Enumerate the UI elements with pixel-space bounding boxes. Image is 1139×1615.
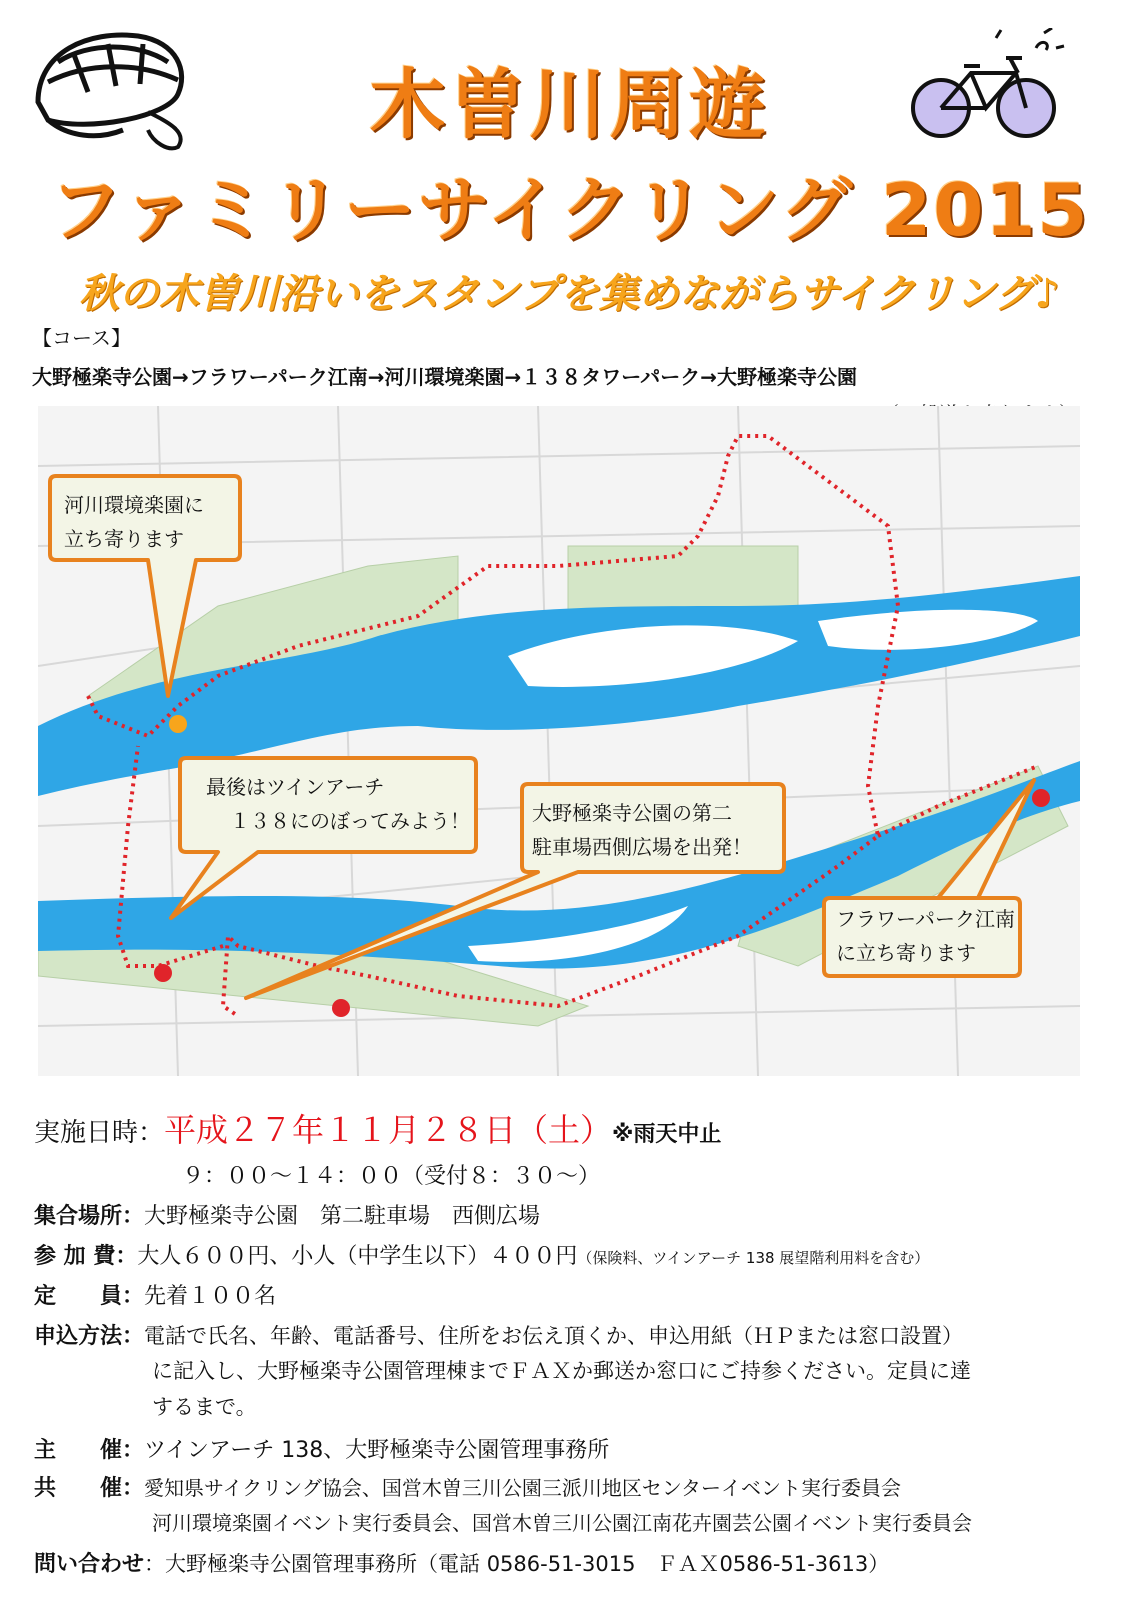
host-value: ツインアーチ 138、大野極楽寺公園管理事務所 xyxy=(144,1438,610,1463)
course-route: 大野極楽寺公園→フラワーパーク江南→河川環境楽園→１３８タワーパーク→大野極楽寺公園 xyxy=(32,365,858,389)
cohost-line2: 河川環境楽園イベント実行委員会、国営木曽三川公園江南花卉園芸公園イベント実行委員会 xyxy=(152,1511,972,1535)
place-label: 集合場所： xyxy=(34,1204,145,1229)
callout-kasen xyxy=(64,488,204,556)
callout-kasen-line1: 河川環境楽園に xyxy=(64,493,204,517)
cohost-line1: 愛知県サイクリング協会、国営木曽三川公園三派川地区センターイベント実行委員会 xyxy=(144,1476,902,1500)
callout-start-line2: 駐車場西側広場を出発！ xyxy=(532,835,752,859)
contact-value: ：大野極楽寺公園管理事務所（電話 0586-51-3015 ＦＡＸ0586-51-3613） xyxy=(144,1552,890,1576)
callout-start-line1: 大野極楽寺公園の第二 xyxy=(532,801,732,825)
contact-label: 問い合わせ xyxy=(34,1552,145,1577)
callout-start xyxy=(532,796,752,864)
apply-line2: に記入し、大野極楽寺公園管理棟までＦＡＸか郵送か窓口にご持参ください。定員に達 xyxy=(152,1359,971,1383)
title-line1: 木曽川周遊 xyxy=(369,60,770,149)
cohost-label: 共 催： xyxy=(34,1476,145,1501)
host-label: 主 催： xyxy=(34,1438,145,1463)
callout-kasen-line2: 立ち寄ります xyxy=(64,527,184,551)
date-label: 実施日時： xyxy=(34,1118,165,1148)
callout-twin-line1: 最後はツインアーチ xyxy=(206,775,385,799)
callout-twin xyxy=(206,770,470,838)
apply-label: 申込方法： xyxy=(34,1324,145,1349)
callout-flower-line2: に立ち寄ります xyxy=(836,941,976,965)
course-map xyxy=(38,406,1080,1076)
date-note: ※雨天中止 xyxy=(612,1122,722,1147)
callout-flower-line1: フラワーパーク江南 xyxy=(836,907,1015,931)
callout-flower xyxy=(836,902,1015,970)
subtitle: 秋の木曽川沿いをスタンプを集めながらサイクリング♪ xyxy=(78,271,1061,317)
place-value: 大野極楽寺公園 第二駐車場 西側広場 xyxy=(144,1204,541,1229)
capacity-value: 先着１００名 xyxy=(144,1284,277,1309)
capacity-label: 定 員： xyxy=(34,1284,145,1309)
title-line2: ファミリーサイクリング 2015 xyxy=(49,168,1090,252)
callout-twin-line2: １３８にのぼってみよう！ xyxy=(230,809,470,833)
date-value: 平成２７年１１月２８日（土） xyxy=(164,1111,613,1149)
course-label: 【コース】 xyxy=(32,326,131,350)
fee-label: 参 加 費： xyxy=(34,1244,138,1269)
apply-line1: 電話で氏名、年齢、電話番号、住所をお伝え頂くか、申込用紙（ＨＰまたは窓口設置） xyxy=(144,1324,964,1348)
event-time: ９：００～１４：００（受付８：３０～） xyxy=(182,1164,601,1189)
apply-line3: するまで。 xyxy=(152,1395,257,1419)
fee-value: 大人６００円、小人（中学生以下）４００円 xyxy=(137,1244,578,1269)
fee-note: （保険料、ツインアーチ 138 展望階利用料を含む） xyxy=(577,1249,930,1267)
